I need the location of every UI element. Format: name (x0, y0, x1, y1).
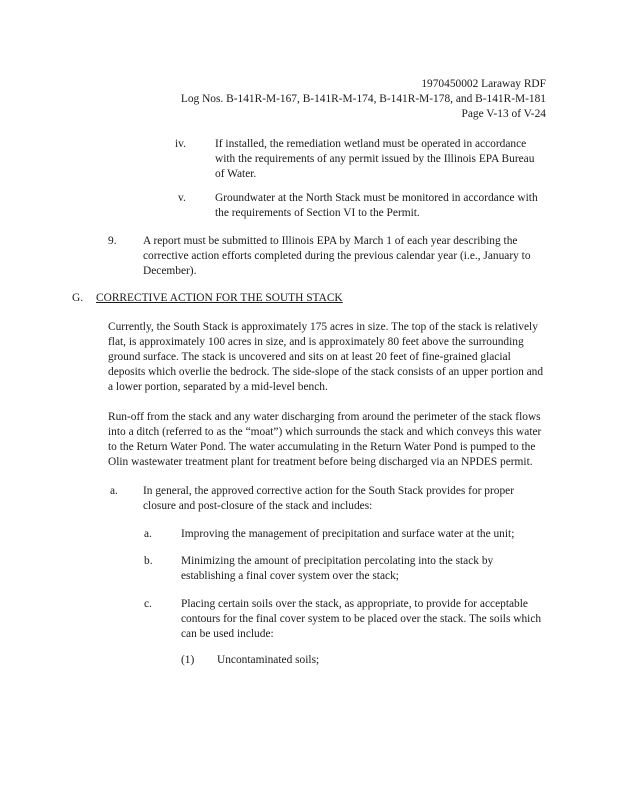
subitem-1-number: (1) (181, 654, 195, 666)
section-g-letter: G. (72, 292, 84, 304)
item-a-text: In general, the approved corrective action for the South Stack provides for proper closure and post-closure of the stack and includes: (143, 485, 515, 512)
subitem-b-number: b. (144, 555, 153, 567)
item-iv-number: iv. (175, 138, 186, 150)
subitem-a-text: Improving the management of precipitation and surface water at the unit; (181, 528, 515, 540)
item-9-text: A report must be submitted to Illinois EPA by March 1 of each year describing the corrective action efforts completed during the previous calendar year (i.e., January to December). (143, 235, 531, 277)
item-a-number: a. (110, 485, 118, 497)
section-g-paragraph-1: Currently, the South Stack is approximately 175 acres in size. The top of the stack is relatively flat, is approximately 100 acres in size, and is approximately 80 feet above the surrounding ground surface. The stack is uncovered and sits on at least 20 feet of fine-grained glacial deposits which overlie the bedrock. The side-slope of the stack consists of an upper portion and a lower portion, separated by a mid-level bench. (108, 321, 544, 393)
item-iv-text: If installed, the remediation wetland must be operated in accordance with the requirements of any permit issued by the Illinois EPA Bureau of Water. (215, 138, 535, 180)
subitem-b-text: Minimizing the amount of precipitation percolating into the stack by establishing a final cover system over the stack; (181, 555, 494, 582)
header-permit-id: 1970450002 Laraway RDF (421, 78, 546, 90)
header-log-numbers: Log Nos. B-141R-M-167, B-141R-M-174, B-141R-M-178, and B-141R-M-181 (180, 93, 546, 105)
subitem-c-number: c. (144, 598, 152, 610)
item-v-text: Groundwater at the North Stack must be monitored in accordance with the requirements of Section VI to the Permit. (215, 192, 538, 219)
section-g-title: CORRECTIVE ACTION FOR THE SOUTH STACK (96, 292, 343, 304)
subitem-1-text: Uncontaminated soils; (217, 654, 320, 666)
subitem-a-number: a. (144, 528, 152, 540)
item-v-number: v. (178, 192, 186, 204)
item-9-number: 9. (108, 235, 117, 247)
section-g-paragraph-2: Run-off from the stack and any water discharging from around the perimeter of the stack flows into a ditch (referred to as the “moat”) which surrounds the stack and which conveys this water to the Return Water Pond. The water accumulating in the Return Water Pond is pumped to the Olin wastewater treatment plant for treatment before being discharged via an NPDES permit. (108, 411, 542, 468)
subitem-c-text: Placing certain soils over the stack, as appropriate, to provide for acceptable contours for the final cover system to be placed over the stack. The soils which can be used include: (181, 598, 542, 640)
header-page-number: Page V-13 of V-24 (461, 108, 546, 120)
